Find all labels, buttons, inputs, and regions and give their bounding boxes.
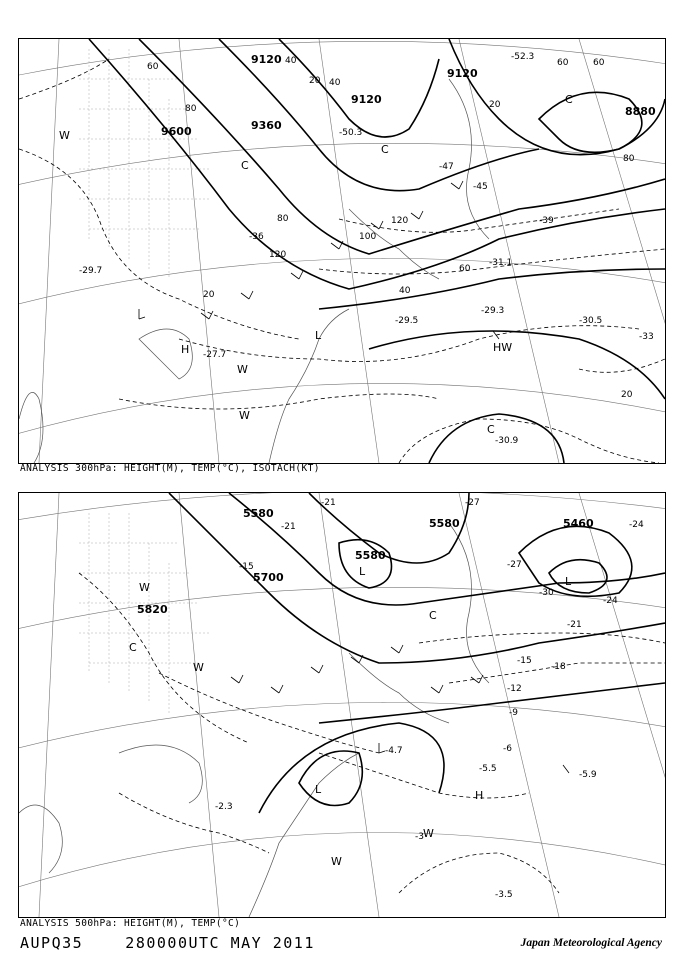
isotach-label: 40 <box>329 78 341 88</box>
cold-symbol: C <box>241 159 249 172</box>
height-label: 8880 <box>625 105 656 118</box>
warm-symbol: W <box>239 409 250 422</box>
warm-symbol: W <box>139 581 150 594</box>
warm-symbol: W <box>193 661 204 674</box>
isotach-label: 20 <box>203 290 215 300</box>
agency-name: Japan Meteorological Agency <box>520 937 662 949</box>
isotach-label: 20 <box>621 390 633 400</box>
temp-label: -47 <box>439 162 454 172</box>
temp-label: -24 <box>603 596 618 606</box>
temperature-labels <box>79 52 654 446</box>
map-500hpa <box>19 493 665 917</box>
isotach-label: 120 <box>269 250 287 260</box>
temp-label: -12 <box>507 684 522 694</box>
height-contours <box>169 493 665 813</box>
temp-label: -45 <box>473 182 488 192</box>
temp-label: -21 <box>281 522 296 532</box>
warm-symbol: W <box>237 363 248 376</box>
isotach-label: 60 <box>147 62 159 72</box>
height-label: 5460 <box>563 517 594 530</box>
isotach-label: 80 <box>277 214 289 224</box>
hatched-region <box>79 49 209 279</box>
temp-label: -29.5 <box>395 316 419 326</box>
temp-label: -3.5 <box>495 890 513 900</box>
height-label: 5820 <box>137 603 168 616</box>
cold-symbol: C <box>429 609 437 622</box>
low-symbol: L <box>315 329 322 342</box>
low-symbol: L <box>315 783 322 796</box>
temp-label: -50.3 <box>339 128 363 138</box>
temp-label: -21 <box>567 620 582 630</box>
temp-label: -27 <box>507 560 522 570</box>
temp-label: -31.1 <box>489 258 513 268</box>
temp-label: -27 <box>465 498 480 508</box>
isotach-label: 80 <box>185 104 197 114</box>
temp-label: -5.9 <box>579 770 597 780</box>
temp-label: -24 <box>629 520 644 530</box>
height-label: 9120 <box>351 93 382 106</box>
height-label: 5580 <box>355 549 386 562</box>
cold-symbol: C <box>381 143 389 156</box>
isotach-labels <box>147 56 635 400</box>
low-symbol: L <box>359 565 366 578</box>
warm-symbol: W <box>59 129 70 142</box>
cold-symbol: C <box>487 423 495 436</box>
temp-label: -15 <box>239 562 254 572</box>
isotach-label: 20 <box>309 76 321 86</box>
isotach-label: 40 <box>285 56 297 66</box>
temp-label: -29.7 <box>79 266 103 276</box>
height-label: 9120 <box>447 67 478 80</box>
height-label: 9600 <box>161 125 192 138</box>
temp-label: -9 <box>509 708 518 718</box>
cold-symbol: C <box>565 93 573 106</box>
height-label: 5700 <box>253 571 284 584</box>
temp-label: -29.3 <box>481 306 505 316</box>
warm-symbol: W <box>423 827 434 840</box>
chart-500hpa <box>18 492 666 918</box>
temp-label: -21 <box>321 498 336 508</box>
temp-label: -15 <box>517 656 532 666</box>
caption-500hpa: ANALYSIS 500hPa: HEIGHT(M), TEMP(°C) <box>20 918 241 929</box>
isotach-label: 20 <box>489 100 501 110</box>
temp-label: -18 <box>551 662 566 672</box>
isotach-label: 100 <box>359 232 377 242</box>
isotach-label: 60 <box>459 264 471 274</box>
height-label: 5580 <box>243 507 274 520</box>
high-symbol: H <box>475 789 484 802</box>
height-label: 9360 <box>251 119 282 132</box>
temp-label: -6 <box>503 744 512 754</box>
grid-lines <box>19 493 665 917</box>
temp-label: -5.5 <box>479 764 497 774</box>
temp-label: -52.3 <box>511 52 535 62</box>
chart-300hpa <box>18 38 666 464</box>
isotach-label: 60 <box>557 58 569 68</box>
temp-label: -30.9 <box>495 436 519 446</box>
isotherms <box>19 59 665 463</box>
warm-symbol: W <box>331 855 342 868</box>
temp-label: -33 <box>639 332 654 342</box>
height-label: 5580 <box>429 517 460 530</box>
temp-label: -27.7 <box>203 350 227 360</box>
temp-label: -39 <box>539 216 554 226</box>
temp-label: -4.7 <box>385 746 403 756</box>
temp-label: -2.3 <box>215 802 233 812</box>
high-warm-symbol: HW <box>493 341 513 354</box>
temp-label: -30 <box>539 588 554 598</box>
low-symbol: L <box>565 575 572 588</box>
temp-label: -36 <box>249 232 264 242</box>
high-symbol: H <box>181 343 190 356</box>
caption-300hpa: ANALYSIS 300hPa: HEIGHT(M), TEMP(°C), ISOTACH(KT) <box>20 463 320 474</box>
isotach-label: 120 <box>391 216 409 226</box>
height-label: 9120 <box>251 53 282 66</box>
temp-label: -3 <box>415 832 424 842</box>
cold-symbol: C <box>129 641 137 654</box>
temp-label: -30.5 <box>579 316 603 326</box>
bulletin-code: AUPQ35 280000UTC MAY 2011 <box>20 934 315 952</box>
isotach-label: 80 <box>623 154 635 164</box>
map-300hpa <box>19 39 665 463</box>
isotach-label: 40 <box>399 286 411 296</box>
isotach-label: 60 <box>593 58 605 68</box>
